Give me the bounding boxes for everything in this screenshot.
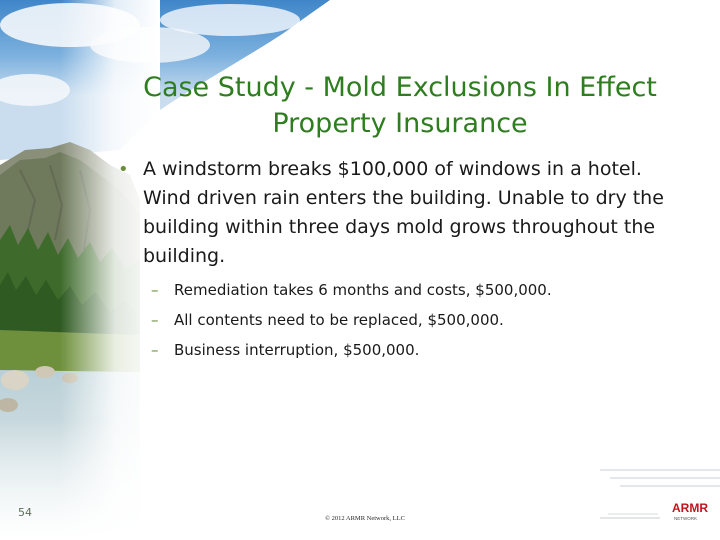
sub-bullet-marker: – [151,281,159,299]
armr-logo [598,496,710,526]
sub-bullet-text: Remediation takes 6 months and costs, $500,000. [174,281,552,299]
page-number: 54 [18,506,32,519]
logo-subtext: NETWORK [674,516,697,521]
sub-bullet [151,305,691,335]
sub-bullet-list [151,275,691,365]
title-line-2: Property Insurance [272,108,528,139]
bullet-marker: • [118,159,129,180]
copyright-text: © 2012 ARMR Network, LLC [325,515,405,522]
sub-bullet-text: Business interruption, $500,000. [174,341,420,359]
bullet-text: A windstorm breaks $100,000 of windows in a hotel. Wind driven rain enters the building. Unable to dry the building within three days mold grows throughout the building. [143,158,664,267]
sub-bullet-text: All contents need to be replaced, $500,000. [174,311,504,329]
slide-title [140,70,660,142]
sub-bullet-marker: – [151,341,159,359]
sub-bullet-marker: – [151,311,159,329]
sub-bullet [151,275,691,305]
title-line-1: Case Study - Mold Exclusions In Effect [143,72,657,103]
logo-text: ARMR [672,501,708,515]
sub-bullet [151,335,691,365]
